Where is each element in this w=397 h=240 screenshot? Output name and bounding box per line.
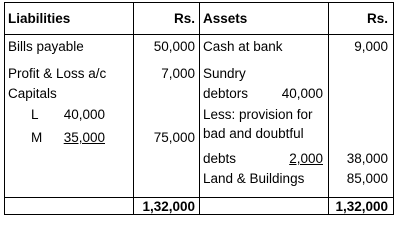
bills-payable-amount: 50,000 [153, 39, 195, 54]
partner-l-capital: 40,000 [63, 107, 105, 122]
debtors-net-amount: 38,000 [346, 151, 388, 166]
land-buildings-label: Land & Buildings [203, 171, 305, 186]
provision-label-line3: debts [203, 151, 237, 166]
header-liabilities: Liabilities [8, 11, 71, 26]
header-assets: Assets [203, 11, 248, 26]
cash-at-bank-label: Cash at bank [203, 39, 283, 54]
sundry-label: Sundry [203, 66, 246, 81]
capitals-label: Capitals [8, 86, 57, 101]
center-divider [199, 2, 200, 215]
bills-payable-label: Bills payable [8, 39, 84, 54]
provision-label-line1: Less: provision for [203, 107, 313, 122]
header-rs-left: Rs. [173, 11, 195, 26]
liabilities-total: 1,32,000 [142, 199, 195, 214]
debtors-gross-amount: 40,000 [281, 86, 323, 101]
debtors-label: debtors [203, 86, 249, 101]
provision-amount: 2,000 [289, 151, 323, 166]
land-buildings-amount: 85,000 [346, 171, 388, 186]
assets-total: 1,32,000 [335, 199, 388, 214]
table-border-left [4, 2, 5, 215]
cash-at-bank-amount: 9,000 [354, 39, 388, 54]
profit-loss-amount: 7,000 [161, 66, 195, 81]
table-border-right [393, 2, 394, 215]
partner-l-name: L [31, 107, 39, 122]
profit-loss-label: Profit & Loss a/c [8, 66, 107, 81]
capitals-total: 75,000 [153, 130, 195, 145]
header-rs-right: Rs. [366, 11, 388, 26]
partner-m-name: M [31, 130, 43, 145]
provision-label-line2: bad and doubtful [203, 126, 304, 141]
left-amount-divider [133, 2, 134, 215]
partner-m-capital: 35,000 [63, 130, 105, 145]
